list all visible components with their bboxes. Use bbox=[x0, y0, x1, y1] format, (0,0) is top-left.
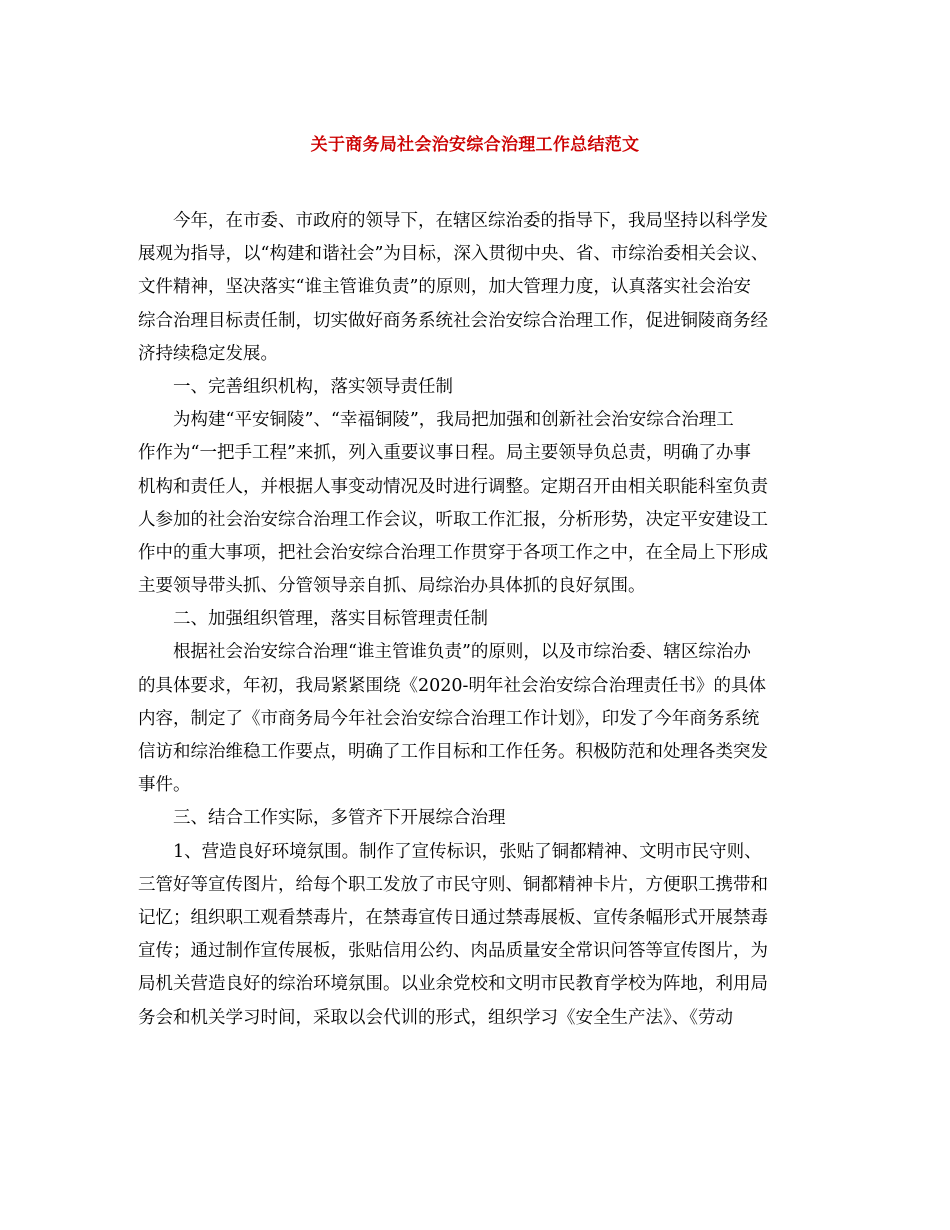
paragraph-line: 1、营造良好环境氛围。制作了宣传标识，张贴了铜都精神、文明市民守则、 bbox=[173, 841, 762, 862]
paragraph-line: 根据社会治安综合治理“谁主管谁负责”的原则，以及市综治委、辖区综治办 bbox=[173, 642, 751, 663]
paragraph-line: 机构和责任人，并根据人事变动情况及时进行调整。定期召开由相关职能科室负责 bbox=[138, 476, 768, 497]
document-title: 关于商务局社会治安综合治理工作总结范文 bbox=[310, 135, 640, 155]
paragraph-line: 事件。 bbox=[138, 775, 191, 796]
paragraph-line: 的具体要求，年初，我局紧紧围绕《2020-明年社会治安综合治理责任书》的具体 bbox=[138, 675, 766, 696]
section-heading: 二、加强组织管理，落实目标管理责任制 bbox=[173, 609, 488, 630]
paragraph-line: 务会和机关学习时间，采取以会代训的形式，组织学习《安全生产法》、《劳动 bbox=[138, 1007, 733, 1028]
paragraph-line: 信访和综治维稳工作要点，明确了工作目标和工作任务。积极防范和处理各类突发 bbox=[138, 742, 768, 762]
section-heading: 三、结合工作实际，多管齐下开展综合治理 bbox=[173, 808, 506, 829]
paragraph-line: 三管好等宣传图片，给每个职工发放了市民守则、铜都精神卡片，方便职工携带和 bbox=[138, 874, 768, 895]
paragraph-line: 内容，制定了《市商务局今年社会治安综合治理工作计划》，印发了今年商务系统 bbox=[138, 708, 760, 729]
paragraph-line: 济持续稳定发展。 bbox=[138, 343, 278, 364]
document-body bbox=[138, 205, 822, 1035]
paragraph-line: 主要领导带头抓、分管领导亲自抓、局综治办具体抓的良好氛围。 bbox=[138, 576, 646, 597]
paragraph-line: 文件精神，坚决落实“谁主管谁负责”的原则，加大管理力度，认真落实社会治安 bbox=[138, 277, 751, 298]
paragraph-line: 作作为“一把手工程”来抓，列入重要议事日程。局主要领导负总责，明确了办事 bbox=[138, 443, 751, 464]
paragraph-line: 今年，在市委、市政府的领导下，在辖区综治委的指导下，我局坚持以科学发 bbox=[173, 211, 768, 231]
paragraph-line: 展观为指导，以“构建和谐社会”为目标，深入贯彻中央、省、市综治委相关会议、 bbox=[138, 244, 769, 265]
paragraph-line: 人参加的社会治安综合治理工作会议，听取工作汇报，分析形势，决定平安建设工 bbox=[138, 509, 768, 530]
paragraph-line: 作中的重大事项，把社会治安综合治理工作贯穿于各项工作之中，在全局上下形成 bbox=[138, 542, 768, 563]
paragraph-line: 为构建“平安铜陵”、“幸福铜陵”，我局把加强和创新社会治安综合治理工 bbox=[173, 410, 734, 431]
paragraph-line: 局机关营造良好的综治环境氛围。以业余党校和文明市民教育学校为阵地，利用局 bbox=[138, 974, 768, 995]
paragraph-line: 记忆；组织职工观看禁毒片，在禁毒宣传日通过禁毒展板、宣传条幅形式开展禁毒 bbox=[138, 907, 768, 928]
paragraph-line: 宣传；通过制作宣传展板，张贴信用公约、肉品质量安全常识问答等宣传图片，为 bbox=[138, 941, 768, 962]
paragraph-line: 综合治理目标责任制，切实做好商务系统社会治安综合治理工作，促进铜陵商务经 bbox=[138, 310, 768, 331]
section-heading: 一、完善组织机构，落实领导责任制 bbox=[173, 376, 453, 397]
